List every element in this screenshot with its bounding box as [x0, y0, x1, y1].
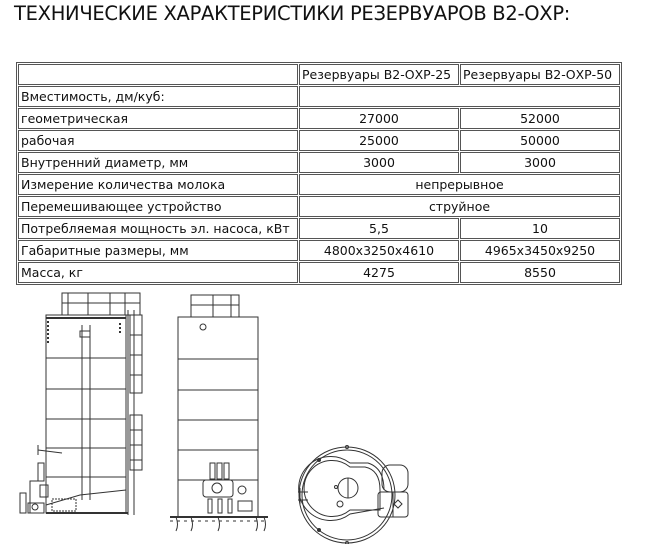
row-value-span — [299, 86, 620, 107]
table-row — [18, 196, 620, 217]
row-value-span: струйное — [299, 196, 620, 217]
tank-top-plan-drawing — [280, 420, 430, 544]
header-cell-b2-oxr-50: Резервуары В2-ОХР-50 — [460, 64, 620, 85]
row-value-50: 3000 — [460, 152, 620, 173]
header-cell-b2-oxr-25: Резервуары В2-ОХР-25 — [299, 64, 459, 85]
row-value-25: 3000 — [299, 152, 459, 173]
table-row — [18, 174, 620, 195]
row-label: Масса, кг — [18, 262, 298, 283]
tank-side-section-drawing — [10, 285, 170, 544]
table-row — [18, 240, 620, 261]
row-value-50: 10 — [460, 218, 620, 239]
table-row — [18, 86, 620, 107]
table-row — [18, 218, 620, 239]
row-value-span: непрерывное — [299, 174, 620, 195]
row-label: Вместимость, дм/куб: — [18, 86, 298, 107]
row-value-25: 25000 — [299, 130, 459, 151]
row-value-50: 8550 — [460, 262, 620, 283]
row-label: Перемешивающее устройство — [18, 196, 298, 217]
row-label: Габаритные размеры, мм — [18, 240, 298, 261]
table-row — [18, 262, 620, 283]
row-value-25: 5,5 — [299, 218, 459, 239]
table-row — [18, 152, 620, 173]
row-value-50: 50000 — [460, 130, 620, 151]
row-label: Измерение количества молока — [18, 174, 298, 195]
row-value-25: 4275 — [299, 262, 459, 283]
row-value-50: 4965х3450х9250 — [460, 240, 620, 261]
table-row — [18, 108, 620, 129]
row-value-50: 52000 — [460, 108, 620, 129]
row-label: Потребляемая мощность эл. насоса, кВт — [18, 218, 298, 239]
row-label: геометрическая — [18, 108, 298, 129]
header-cell-empty — [18, 64, 298, 85]
row-label: рабочая — [18, 130, 298, 151]
tank-front-view-drawing — [160, 285, 280, 544]
row-value-25: 4800х3250х4610 — [299, 240, 459, 261]
row-label: Внутренний диаметр, мм — [18, 152, 298, 173]
table-header-row — [18, 64, 620, 85]
row-value-25: 27000 — [299, 108, 459, 129]
page-title: ТЕХНИЧЕСКИЕ ХАРАКТЕРИСТИКИ РЕЗЕРВУАРОВ В2-ОХР: — [14, 2, 571, 25]
specifications-table — [16, 62, 622, 285]
table-row — [18, 130, 620, 151]
